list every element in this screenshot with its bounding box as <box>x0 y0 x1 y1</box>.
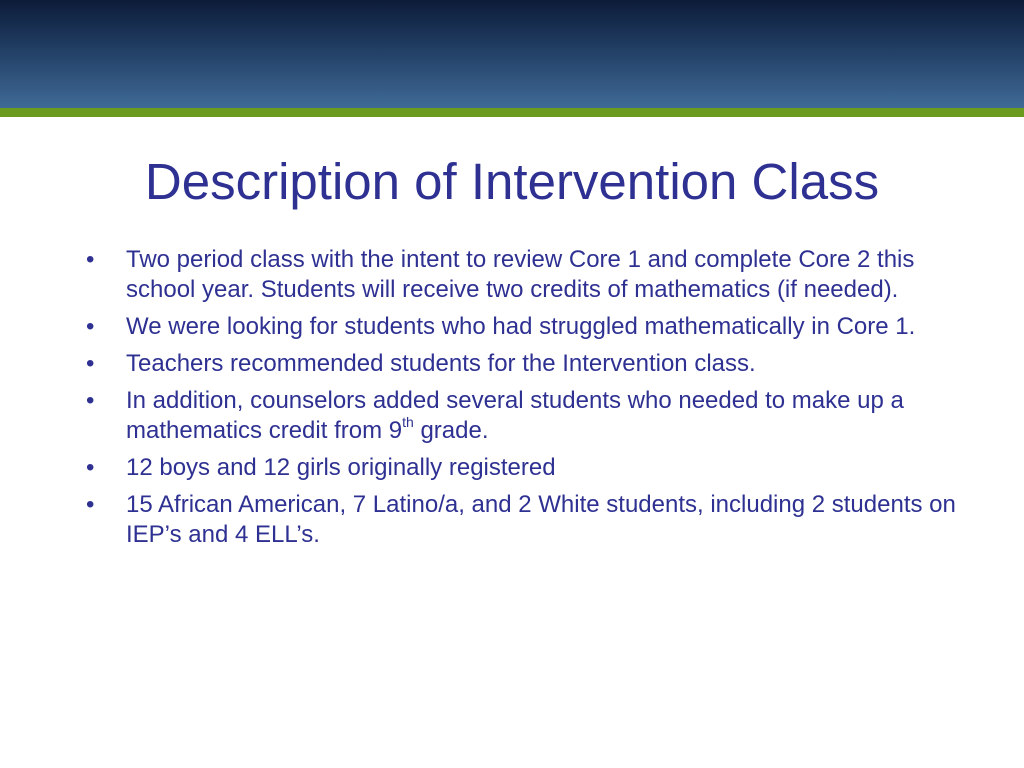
ordinal-superscript: th <box>402 414 414 430</box>
header-rule <box>0 108 1024 117</box>
header-band <box>0 0 1024 108</box>
bullet-text: 12 boys and 12 girls originally registered <box>126 454 556 481</box>
bullet-item <box>84 490 964 550</box>
bullet-item <box>84 386 964 446</box>
bullet-item <box>84 453 964 483</box>
bullet-text: Two period class with the intent to review Core 1 and complete Core 2 this school year. Students will receive two credits of mathematics (if needed). <box>126 246 915 303</box>
bullet-item <box>84 349 964 379</box>
bullet-item <box>84 312 964 342</box>
bullet-icon: • <box>86 491 95 518</box>
bullet-text-before: In addition, counselors added several students who needed to make up a mathematics credit from 9 <box>126 387 904 444</box>
bullet-icon: • <box>86 350 95 377</box>
bullet-text-after: grade. <box>413 417 489 444</box>
bullet-icon: • <box>86 387 95 414</box>
bullet-text: 15 African American, 7 Latino/a, and 2 White students, including 2 students on IEP’s and 4 ELL’s. <box>126 491 956 548</box>
bullet-icon: • <box>86 454 95 481</box>
bullet-text <box>126 387 904 444</box>
bullet-icon: • <box>86 246 95 273</box>
bullet-icon: • <box>86 313 95 340</box>
bullet-list <box>84 245 964 557</box>
slide-title: Description of Intervention Class <box>144 153 880 210</box>
bullet-item <box>84 245 964 305</box>
bullet-text: We were looking for students who had struggled mathematically in Core 1. <box>126 313 916 340</box>
bullet-text: Teachers recommended students for the Intervention class. <box>126 350 756 377</box>
